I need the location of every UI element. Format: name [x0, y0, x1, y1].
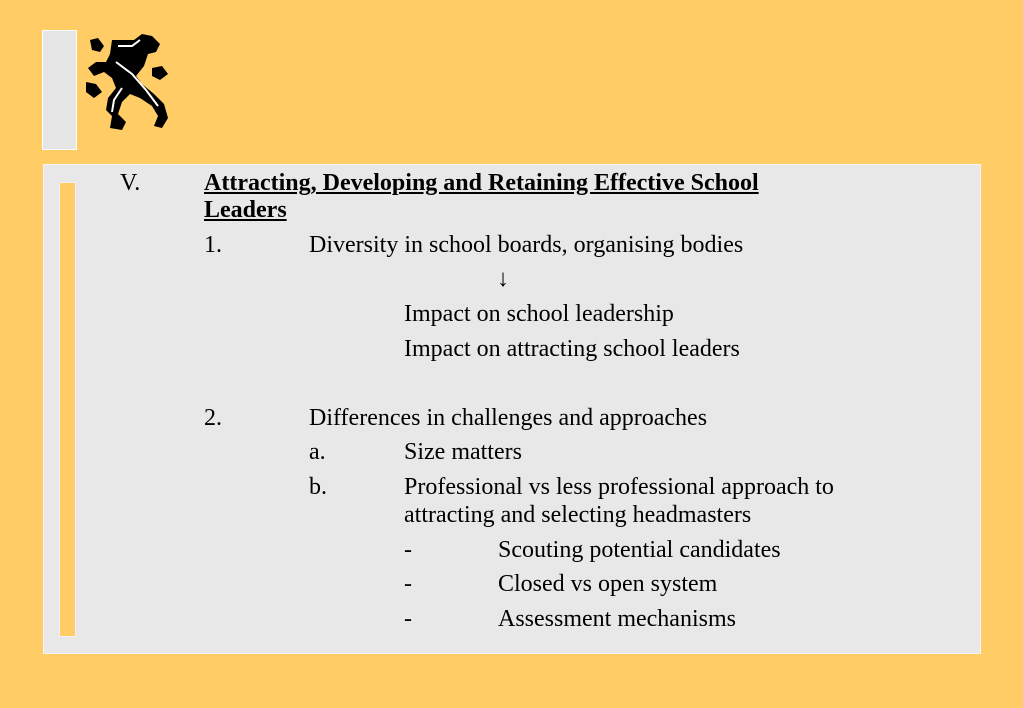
item2a-text: Size matters: [404, 439, 522, 465]
item2b-line1: Professional vs less professional approach to: [404, 474, 834, 500]
item1-impact1: Impact on school leadership: [404, 301, 674, 327]
bullet-text: Scouting potential candidates: [498, 537, 781, 563]
item2-text: Differences in challenges and approaches: [309, 405, 708, 431]
logo-side-bar: [42, 30, 77, 150]
heraldic-lion-icon: [82, 32, 172, 132]
section-title-line2: Leaders: [204, 197, 287, 223]
item1-number: 1.: [204, 232, 222, 258]
bullet-text: Closed vs open system: [498, 571, 718, 597]
item2-number: 2.: [204, 405, 222, 431]
item1-impact2: Impact on attracting school leaders: [404, 336, 740, 362]
section-marker: V.: [120, 170, 141, 196]
bullet-marker: -: [404, 606, 412, 632]
section-title-line1: Attracting, Developing and Retaining Effective School: [204, 170, 759, 196]
bullet-text: Assessment mechanisms: [498, 606, 736, 632]
bullet-marker: -: [404, 537, 412, 563]
accent-bar: [59, 182, 76, 637]
bullet-marker: -: [404, 571, 412, 597]
down-arrow-icon: ↓: [497, 266, 509, 292]
item1-text: Diversity in school boards, organising bodies: [309, 232, 744, 258]
item2b-line2: attracting and selecting headmasters: [404, 502, 752, 528]
item2b-marker: b.: [309, 474, 327, 500]
item2a-marker: a.: [309, 439, 326, 465]
